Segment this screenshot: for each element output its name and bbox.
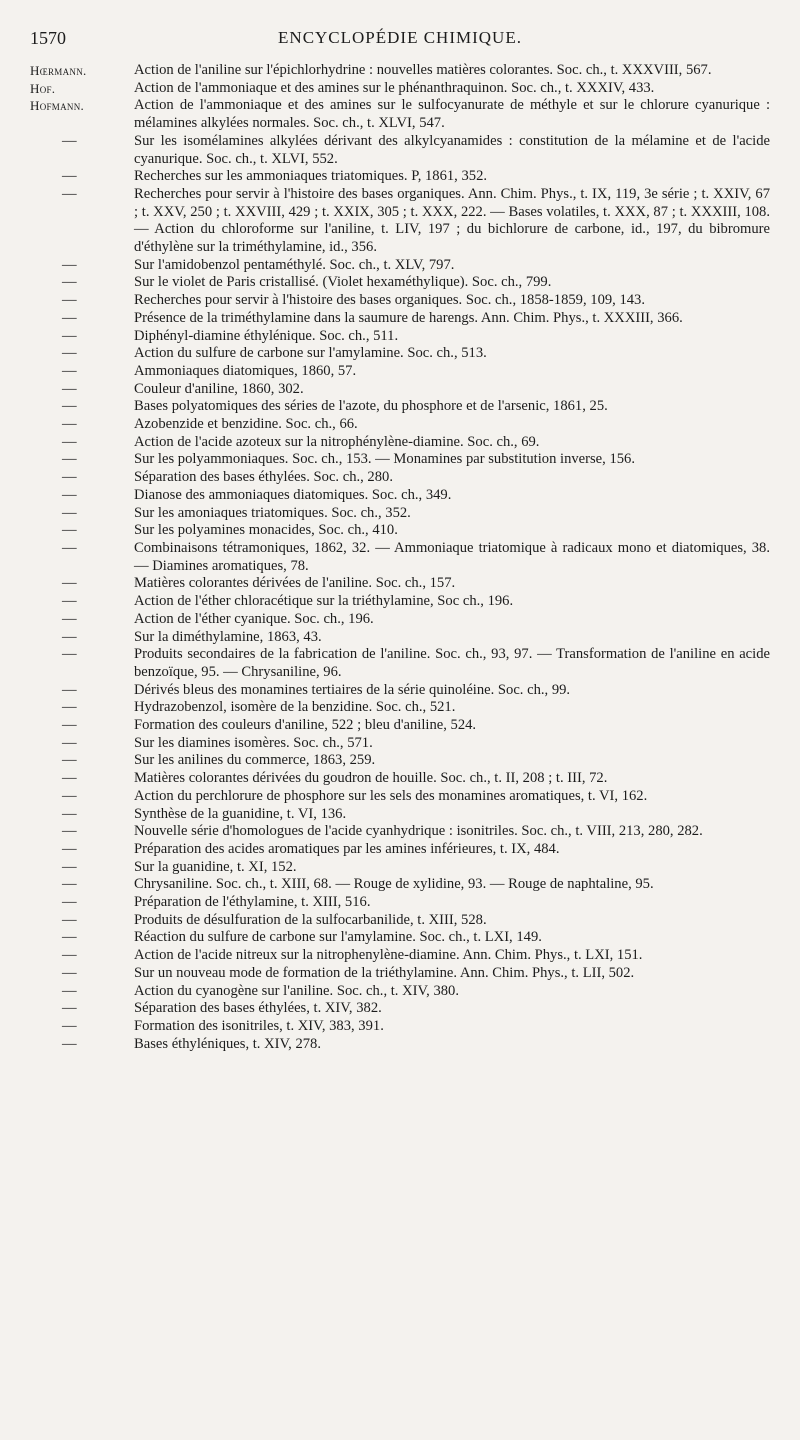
bibliography-entry — [30, 522, 770, 540]
ditto-dash: — — [62, 858, 77, 875]
bibliography-entry — [30, 80, 770, 98]
bibliography-entry — [30, 629, 770, 647]
entry-text: Recherches pour servir à l'histoire des bases organiques. Soc. ch., 1858-1859, 109, 143. — [134, 292, 646, 309]
bibliography-entry — [30, 469, 770, 487]
entry-text: Action de l'ammoniaque et des amines sur le phénanthraquinon. Soc. ch., t. XXXIV, 433. — [134, 79, 655, 96]
ditto-dash: — — [62, 911, 77, 928]
bibliography-entry — [30, 841, 770, 859]
entry-text: Action du sulfure de carbone sur l'amylamine. Soc. ch., 513. — [134, 345, 487, 362]
ditto-dash: — — [62, 132, 77, 149]
bibliography-entry — [30, 876, 770, 894]
entry-text: Action de l'éther cyanique. Soc. ch., 196. — [134, 610, 374, 627]
entry-text: Chrysaniline. Soc. ch., t. XIII, 68. — Rouge de xylidine, 93. — Rouge de naphtaline, 95. — [134, 876, 654, 893]
ditto-dash: — — [62, 185, 77, 202]
entry-text: Sur les amoniaques triatomiques. Soc. ch., 352. — [134, 504, 411, 521]
ditto-dash: — — [62, 433, 77, 450]
bibliography-entry — [30, 947, 770, 965]
bibliography-entry — [30, 416, 770, 434]
ditto-dash: — — [62, 345, 77, 362]
ditto-dash: — — [62, 1000, 77, 1017]
ditto-dash: — — [62, 504, 77, 521]
bibliography-entry — [30, 983, 770, 1001]
entry-text: Hydrazobenzol, isomère de la benzidine. Soc. ch., 521. — [134, 699, 456, 716]
bibliography-entry — [30, 363, 770, 381]
ditto-dash: — — [62, 681, 77, 698]
author-name: Hœrmann. — [30, 63, 87, 78]
entry-text: Matières colorantes dérivées de l'aniline. Soc. ch., 157. — [134, 575, 456, 592]
bibliography-entry — [30, 929, 770, 947]
ditto-dash: — — [62, 770, 77, 787]
entry-text: Sur les diamines isomères. Soc. ch., 571. — [134, 734, 373, 751]
bibliography-entry — [30, 540, 770, 575]
ditto-dash: — — [62, 292, 77, 309]
ditto-dash: — — [62, 823, 77, 840]
entry-text: Action de l'acide nitreux sur la nitrophenylène-diamine. Ann. Chim. Phys., t. LXI, 151. — [134, 947, 643, 964]
entry-text: Dianose des ammoniaques diatomiques. Soc. ch., 349. — [134, 486, 452, 503]
entry-text: Recherches sur les ammoniaques triatomiques. P, 1861, 352. — [134, 168, 488, 185]
page-header — [30, 28, 770, 56]
bibliography-entry — [30, 788, 770, 806]
ditto-dash: — — [62, 982, 77, 999]
author-name: Hof. — [30, 80, 56, 96]
entry-text: Séparation des bases éthylées. Soc. ch., 280. — [134, 469, 393, 486]
ditto-dash: — — [62, 734, 77, 751]
bibliography-entry — [30, 398, 770, 416]
bibliography-entry — [30, 168, 770, 186]
entry-text: Bases polyatomiques des séries de l'azote, du phosphore et de l'arsenic, 1861, 25. — [134, 398, 608, 415]
entry-text: Réaction du sulfure de carbone sur l'amylamine. Soc. ch., t. LXI, 149. — [134, 929, 542, 946]
bibliography-entry — [30, 823, 770, 841]
entry-text: Sur la guanidine, t. XI, 152. — [134, 858, 297, 875]
ditto-dash: — — [62, 522, 77, 539]
entry-text: Préparation de l'éthylamine, t. XIII, 516. — [134, 894, 371, 911]
ditto-dash: — — [62, 539, 77, 556]
ditto-dash: — — [62, 469, 77, 486]
ditto-dash: — — [62, 380, 77, 397]
entry-text: Formation des couleurs d'aniline, 522 ; bleu d'aniline, 524. — [134, 717, 477, 734]
entry-text: Combinaisons tétramoniques, 1862, 32. — Ammoniaque triatomique à radicaux mono et diatomiques, 38. — Diamines aromatiques, 78. — [134, 539, 770, 574]
entry-text: Produits secondaires de la fabrication de l'aniline. Soc. ch., 93, 97. — Transformation de l'aniline en acide benzoïque, 95. — Chrysaniline, 96. — [134, 646, 770, 680]
entry-text: Séparation des bases éthylées, t. XIV, 382. — [134, 1000, 382, 1017]
bibliography-entry — [30, 575, 770, 593]
bibliography-entry — [30, 593, 770, 611]
entry-text: Action du perchlorure de phosphore sur les sels des monamines aromatiques, t. VI, 162. — [134, 787, 648, 804]
ditto-dash: — — [62, 947, 77, 964]
entry-text: Produits de désulfuration de la sulfocarbanilide, t. XIII, 528. — [134, 911, 487, 928]
ditto-dash: — — [62, 805, 77, 822]
entry-text: Action de l'acide azoteux sur la nitrophénylène-diamine. Soc. ch., 69. — [134, 433, 540, 450]
ditto-dash: — — [62, 610, 77, 627]
bibliography-entry — [30, 806, 770, 824]
entry-text: Matières colorantes dérivées du goudron de houille. Soc. ch., t. II, 208 ; t. III, 72. — [134, 770, 608, 787]
entry-text: Action de l'aniline sur l'épichlorhydrine : nouvelles matières colorantes. Soc. ch., t. XXXVIII, 567. — [134, 62, 712, 78]
bibliography-entry — [30, 646, 770, 681]
ditto-dash: — — [62, 752, 77, 769]
ditto-dash: — — [62, 876, 77, 893]
ditto-dash: — — [62, 327, 77, 344]
bibliography-entry — [30, 912, 770, 930]
bibliography-list — [30, 62, 770, 1053]
ditto-dash: — — [62, 362, 77, 379]
ditto-dash: — — [62, 1035, 77, 1052]
bibliography-entry — [30, 62, 770, 80]
ditto-dash: — — [62, 929, 77, 946]
page-title: ENCYCLOPÉDIE CHIMIQUE. — [278, 28, 522, 47]
bibliography-entry — [30, 274, 770, 292]
entry-text: Présence de la triméthylamine dans la saumure de harengs. Ann. Chim. Phys., t. XXXIII, 366. — [134, 309, 683, 326]
bibliography-entry — [30, 434, 770, 452]
ditto-dash: — — [62, 256, 77, 273]
entry-text: Dérivés bleus des monamines tertiaires de la série quinoléine. Soc. ch., 99. — [134, 681, 571, 698]
bibliography-entry — [30, 505, 770, 523]
ditto-dash: — — [62, 894, 77, 911]
ditto-dash: — — [62, 398, 77, 415]
entry-text: Couleur d'aniline, 1860, 302. — [134, 380, 304, 397]
ditto-dash: — — [62, 486, 77, 503]
entry-text: Préparation des acides aromatiques par les amines inférieures, t. IX, 484. — [134, 840, 560, 857]
ditto-dash: — — [62, 646, 77, 663]
bibliography-entry — [30, 257, 770, 275]
bibliography-entry — [30, 611, 770, 629]
entry-text: Action de l'ammoniaque et des amines sur le sulfocyanurate de méthyle et sur le chlorure cyanurique : mélamines alkylées normales. Soc. ch., t. XLVI, 547. — [134, 97, 770, 132]
ditto-dash: — — [62, 309, 77, 326]
entry-text: Recherches pour servir à l'histoire des bases organiques. Ann. Chim. Phys., t. IX, 119, 3e série ; t. XXIV, 67 ; t. XXV, 250 ; t. XXVIII, 429 ; t. XXIX, 305 ; t. XXX, 222. — Bases volatiles, t. XXX, 87 ; t. XXXIII, 108. — Action du chloroforme sur l'aniline, t. LIV, 197 ; du bichlorure de carbone, id., 197, du bibromure d'éthylène sur la triméthylamine, id., 356. — [134, 185, 770, 256]
entry-text: Sur les polyamines monacides, Soc. ch., 410. — [134, 522, 398, 539]
entry-text: Sur la diméthylamine, 1863, 43. — [134, 628, 322, 645]
entry-text: Bases éthyléniques, t. XIV, 278. — [134, 1035, 321, 1052]
bibliography-entry — [30, 97, 770, 132]
bibliography-entry — [30, 965, 770, 983]
ditto-dash: — — [62, 168, 77, 185]
bibliography-entry — [30, 310, 770, 328]
entry-text: Sur un nouveau mode de formation de la triéthylamine. Ann. Chim. Phys., t. LII, 502. — [134, 964, 635, 981]
entry-text: Sur les polyammoniaques. Soc. ch., 153. — Monamines par substitution inverse, 156. — [134, 451, 635, 468]
bibliography-entry — [30, 770, 770, 788]
bibliography-entry — [30, 186, 770, 257]
ditto-dash: — — [62, 1017, 77, 1034]
bibliography-entry — [30, 345, 770, 363]
author-name: Hofmann. — [30, 98, 85, 114]
page-number: 1570 — [30, 28, 66, 48]
bibliography-entry — [30, 752, 770, 770]
bibliography-entry — [30, 717, 770, 735]
entry-text: Azobenzide et benzidine. Soc. ch., 66. — [134, 416, 358, 433]
ditto-dash: — — [62, 274, 77, 291]
bibliography-entry — [30, 682, 770, 700]
bibliography-entry — [30, 292, 770, 310]
ditto-dash: — — [62, 717, 77, 734]
entry-text: Sur l'amidobenzol pentaméthylé. Soc. ch., t. XLV, 797. — [134, 256, 455, 273]
entry-text: Action du cyanogène sur l'aniline. Soc. ch., t. XIV, 380. — [134, 982, 459, 999]
ditto-dash: — — [62, 451, 77, 468]
entry-text: Synthèse de la guanidine, t. VI, 136. — [134, 805, 347, 822]
entry-text: Sur le violet de Paris cristallisé. (Violet hexaméthylique). Soc. ch., 799. — [134, 274, 552, 291]
ditto-dash: — — [62, 575, 77, 592]
entry-text: Diphényl-diamine éthylénique. Soc. ch., 511. — [134, 327, 399, 344]
ditto-dash: — — [62, 840, 77, 857]
entry-text: Formation des isonitriles, t. XIV, 383, 391. — [134, 1017, 384, 1034]
bibliography-entry — [30, 735, 770, 753]
bibliography-entry — [30, 381, 770, 399]
ditto-dash: — — [62, 699, 77, 716]
bibliography-entry — [30, 859, 770, 877]
ditto-dash: — — [62, 787, 77, 804]
entry-text: Action de l'éther chloracétique sur la triéthylamine, Soc ch., 196. — [134, 593, 514, 610]
ditto-dash: — — [62, 628, 77, 645]
bibliography-entry — [30, 699, 770, 717]
entry-text: Sur les anilines du commerce, 1863, 259. — [134, 752, 376, 769]
entry-text: Sur les isomélamines alkylées dérivant des alkylcyanamides : constitution de la mélamine et de l'acide cyanurique. Soc. ch., t. XLVI, 552. — [134, 132, 770, 167]
bibliography-entry — [30, 451, 770, 469]
bibliography-entry — [30, 487, 770, 505]
bibliography-entry — [30, 133, 770, 168]
entry-text: Ammoniaques diatomiques, 1860, 57. — [134, 362, 357, 379]
ditto-dash: — — [62, 593, 77, 610]
ditto-dash: — — [62, 964, 77, 981]
ditto-dash: — — [62, 416, 77, 433]
bibliography-entry — [30, 328, 770, 346]
bibliography-entry — [30, 1000, 770, 1018]
bibliography-entry — [30, 1036, 770, 1054]
bibliography-entry — [30, 1018, 770, 1036]
entry-text: Nouvelle série d'homologues de l'acide cyanhydrique : isonitriles. Soc. ch., t. VIII, 213, 280, 282. — [134, 823, 703, 840]
bibliography-entry — [30, 894, 770, 912]
